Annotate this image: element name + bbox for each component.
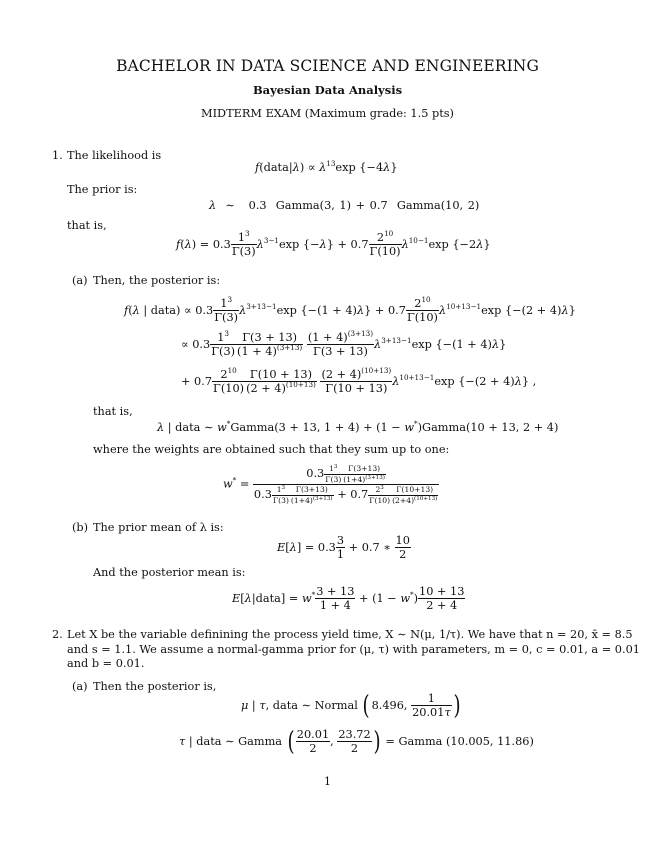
weight-equation: w* = 0.3 $\frac{1^3}{\Gamma(3)}$ $\frac{\Gamma(3+13)}{(1+4)^{(3+13)}}$ 0.3 $\frac{1^3}{\Gamma(3)}$ $\frac{\Gamma(3+13)}{(1+4)^{(3+13)}}$ + 0.7 $\frac{2^3}{\Gamma(10)}$ $\frac{\Gamma(10+13)}{(2+4)^{(10+13)}}$ (223, 464, 438, 505)
course-subtitle: Bayesian Data Analysis (252, 83, 403, 97)
posterior-equation-line-1: f(λ | data) ∝ 0.3 $\frac{1^3}{\Gamma(3)}$ $\lambda^{3+13-1}\exp$ {−(1 + 4)λ} + 0.7 $\frac{2^{10}}{\Gamma(10)}$ $\lambda^{10+13-1}\exp$ {−(2 + 4)λ} (124, 295, 576, 325)
q2-number: 2. (52, 628, 63, 641)
posterior-equation-line-3: + 0.7 $\frac{2^{10}}{\Gamma(10)}$ $\frac{\Gamma(10 + 13)}{(2 + 4)^{(10+13)}}$ $\frac{(2 + 4)^{(10+13)}}{\Gamma(10 + 13)}$ $\lambda^{10+13-1}\exp$ {−(2 + 4)λ} , (181, 366, 537, 396)
document-title: BACHELOR IN DATA SCIENCE AND ENGINEERING (116, 57, 539, 75)
q2a-text: Then the posterior is, (93, 680, 217, 693)
q1b-label: (b) (72, 521, 89, 534)
prior-density-equation: f(λ) = 0.3 $\frac{1^3}{\Gamma(3)}$ $\lambda^{3-1}\exp$ {−λ} + 0.7 $\frac{2^{10}}{\Gamma(10)}$ $\lambda^{10-1}\exp$ {−2λ} (176, 229, 491, 259)
mu-posterior-equation: μ | τ, data ∼ Normal ( 8.496, $\frac{1}{20.01\tau}$ ) (241, 690, 461, 721)
posterior-mixture-equation: λ | data ∼ w*Gamma(3 + 13, 1 + 4) + (1 − w*)Gamma(10 + 13, 2 + 4) (157, 419, 559, 434)
q1-that-is-2: that is, (93, 405, 133, 418)
posterior-equation-line-2: ∝ 0.3 $\frac{1^3}{\Gamma(3)}$ $\frac{\Gamma(3 + 13)}{(1 + 4)^{(3+13)}}$ $\frac{(1 + 4)^{(3+13)}}{\Gamma(3 + 13)}$ $\lambda^{3+13-1}\exp$ {−(1 + 4)λ} (181, 329, 507, 359)
q1-that-is-1: that is, (67, 219, 107, 232)
q2-line-1: Let X be the variable definining the process yield time, X ∼ N(μ, 1/τ). We have that n = 20, x̄ = 8.5 (67, 628, 633, 641)
q1b-text: The prior mean of λ is: (93, 521, 224, 534)
q1a-text: Then, the posterior is: (93, 274, 221, 287)
q2a-label: (a) (72, 680, 88, 693)
likelihood-equation: f(data|λ) ∝ $\lambda^{13}\exp$ {−4λ} (255, 159, 398, 174)
q1a-label: (a) (72, 274, 88, 287)
posterior-mean-equation: E[λ|data] = w* $\frac{3 + 13}{1 + 4}$ + (1 − w*) $\frac{10 + 13}{2 + 4}$ (232, 585, 465, 613)
prior-mean-equation: E[λ] = 0.3 $\frac{3}{1}$ + 0.7 ∗ $\frac{10}{2}$ (277, 534, 410, 562)
q1-number: 1. (52, 149, 63, 162)
q1-prior-intro: The prior is: (67, 183, 138, 196)
prior-equation: λ ∼ 0.3 Gamma(3, 1) + 0.7 Gamma(10, 2) (209, 199, 480, 212)
q1-weights-text: where the weights are obtained such that they sum up to one: (93, 443, 450, 456)
q1-intro: The likelihood is (67, 149, 162, 162)
tau-posterior-equation: τ | data ∼ Gamma ( $\frac{20.01}{2}$ , $\frac{23.72}{2}$ ) = Gamma (10.005, 11.86) (179, 726, 534, 757)
page-number: 1 (324, 775, 331, 788)
q1-post-mean-text: And the posterior mean is: (93, 566, 246, 579)
q2-line-2: and s = 1.1. We assume a normal-gamma prior for (μ, τ) with parameters, m = 0, c = 0.01, a = 0.01 (67, 643, 640, 656)
q2-line-3: and b = 0.01. (67, 657, 145, 670)
exam-heading: MIDTERM EXAM (Maximum grade: 1.5 pts) (201, 107, 454, 120)
